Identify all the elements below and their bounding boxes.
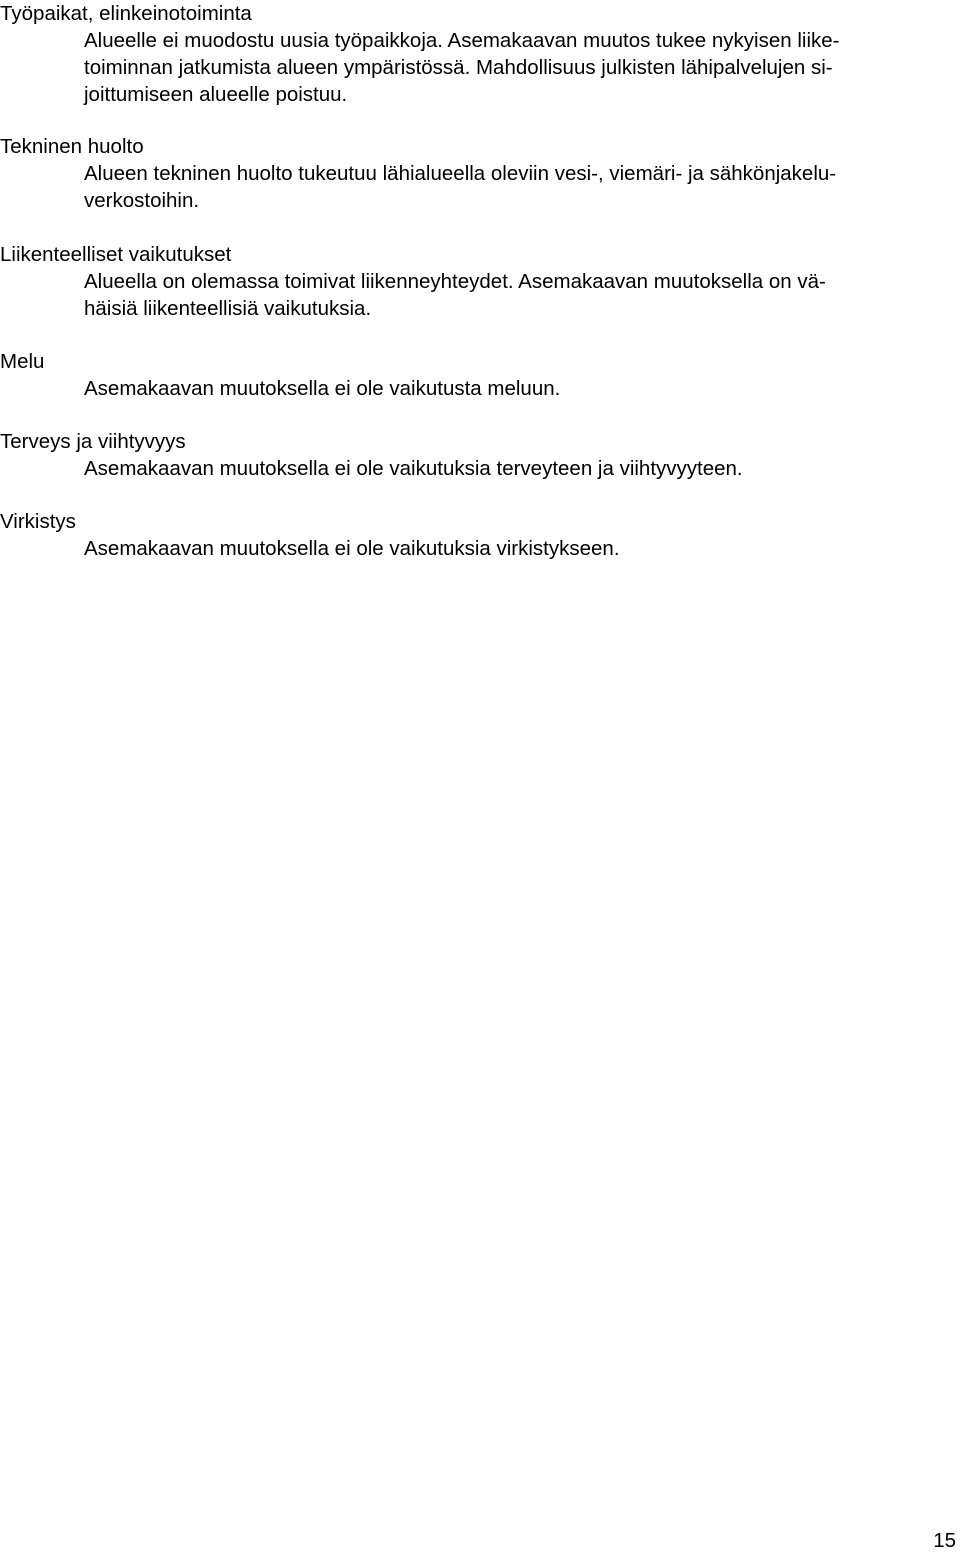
section-heading-tekninen-huolto: Tekninen huolto	[0, 135, 144, 158]
body-line: Asemakaavan muutoksella ei ole vaikutuksia virkistykseen.	[84, 537, 620, 560]
body-line: Alueen tekninen huolto tukeutuu lähialueella oleviin vesi-, viemäri- ja sähkönjakelu-	[84, 162, 837, 185]
body-line: Alueella on olemassa toimivat liikenneyhteydet. Asemakaavan muutoksella on vä-	[84, 270, 826, 293]
body-line: verkostoihin.	[84, 189, 200, 212]
page-number: 15	[933, 1529, 956, 1552]
body-line: Alueelle ei muodostu uusia työpaikkoja. Asemakaavan muutos tukee nykyisen liike-	[84, 29, 840, 52]
body-line: Asemakaavan muutoksella ei ole vaikutusta meluun.	[84, 377, 561, 400]
body-line: joittumiseen alueelle poistuu.	[84, 83, 348, 106]
section-heading-virkistys: Virkistys	[0, 510, 76, 533]
section-heading-terveys-ja-viihtyvyys: Terveys ja viihtyvyys	[0, 430, 186, 453]
body-line: Asemakaavan muutoksella ei ole vaikutuksia terveyteen ja viihtyvyyteen.	[84, 457, 743, 480]
section-heading-melu: Melu	[0, 350, 45, 373]
section-heading-tyopaikat: Työpaikat, elinkeinotoiminta	[0, 2, 252, 25]
body-line: toiminnan jatkumista alueen ympäristössä. Mahdollisuus julkisten lähipalvelujen si-	[84, 56, 833, 79]
section-heading-liikenteelliset-vaikutukset: Liikenteelliset vaikutukset	[0, 243, 232, 266]
body-line: häisiä liikenteellisiä vaikutuksia.	[84, 297, 372, 320]
